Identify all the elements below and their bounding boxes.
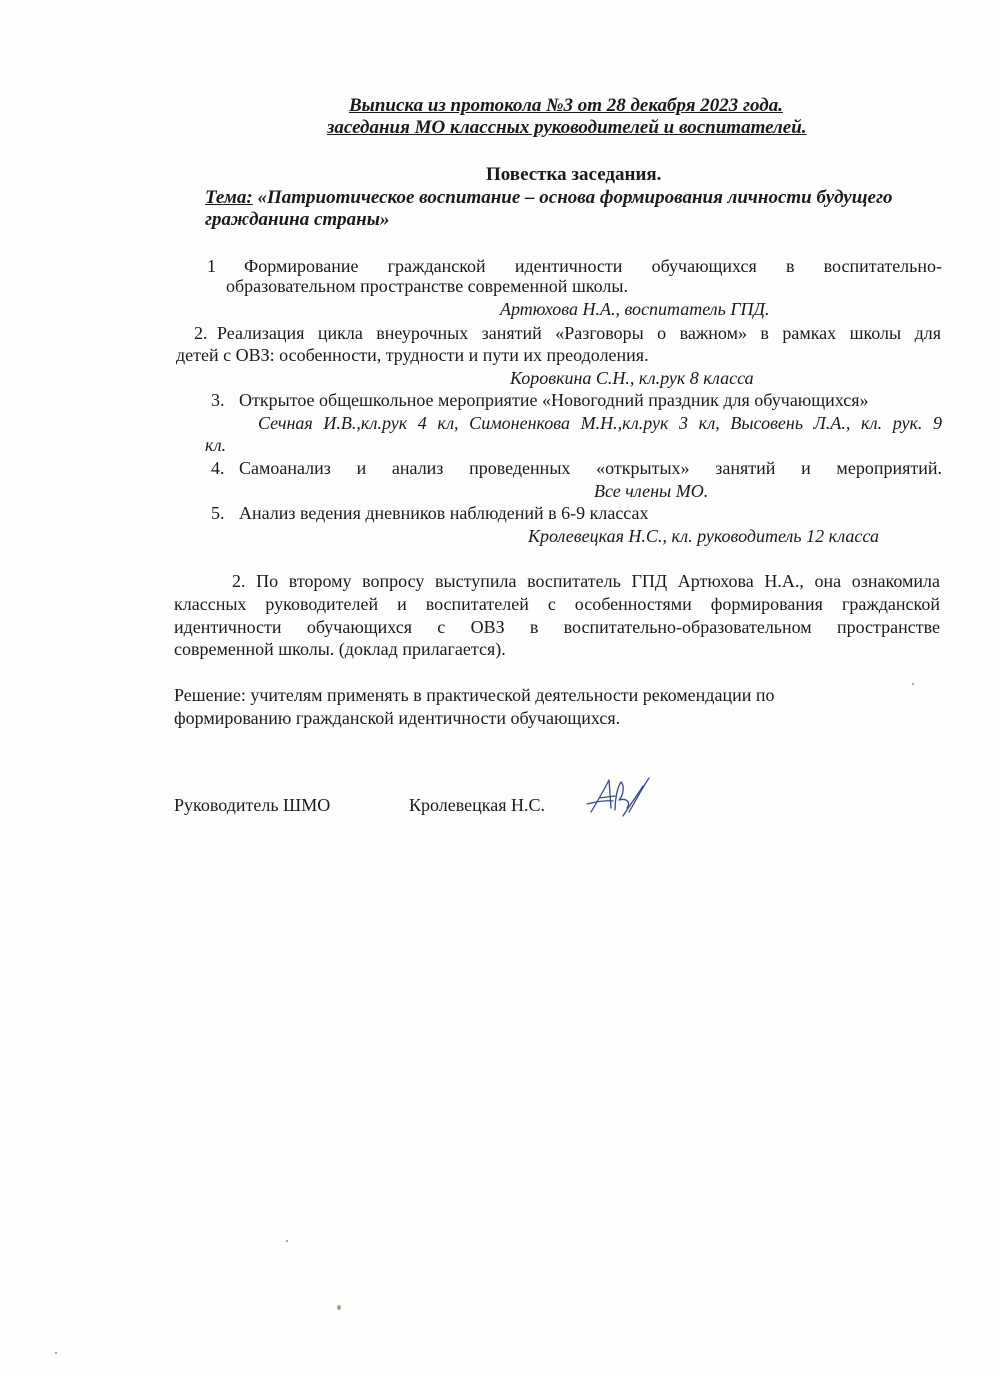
signature-name: Кролевецкая Н.С. xyxy=(409,795,546,815)
agenda-item-2-speaker: Коровкина С.Н., кл.рук 8 класса xyxy=(510,368,754,388)
agenda-item-5-line-1: Анализ ведения дневников наблюдений в 6-9 классах xyxy=(239,503,649,523)
agenda-item-4-speaker: Все члены МО. xyxy=(594,481,709,501)
handwritten-signature xyxy=(585,772,655,824)
agenda-theme-line-1 xyxy=(205,187,943,209)
agenda-item-3-line-1: Открытое общешкольное мероприятие «Новогодний праздник для обучающихся» xyxy=(239,390,869,410)
discussion-line-4: современной школы. (доклад прилагается). xyxy=(174,639,506,659)
agenda-item-3-num: 3. xyxy=(211,390,225,410)
discussion-line-3: идентичности обучающихся с ОВЗ в воспитательно-образовательном пространстве xyxy=(174,617,940,637)
scan-speck xyxy=(337,1305,341,1310)
agenda-item-3-speaker-line-2: кл. xyxy=(205,435,227,455)
agenda-item-1-line-2: образовательном пространстве современной школы. xyxy=(226,276,628,296)
agenda-item-1-num: 1 xyxy=(207,256,216,276)
agenda-item-5-num: 5. xyxy=(211,503,225,523)
agenda-item-5-speaker: Кролевецкая Н.С., кл. руководитель 12 класса xyxy=(528,526,879,546)
decision-line-1: Решение: учителям применять в практической деятельности рекомендации по xyxy=(174,685,775,705)
agenda-title: Повестка заседания. xyxy=(486,164,662,185)
agenda-item-2-num: 2. xyxy=(194,323,208,343)
scan-speck xyxy=(55,1352,57,1354)
agenda-item-1-speaker: Артюхова Н.А., воспитатель ГПД. xyxy=(500,299,770,319)
agenda-item-4-num: 4. xyxy=(211,458,225,478)
discussion-line-1: 2. По второму вопросу выступила воспитатель ГПД Артюхова Н.А., она ознакомила xyxy=(232,571,940,591)
theme-label: Тема: xyxy=(205,187,253,208)
scan-speck xyxy=(286,1240,288,1242)
agenda-item-2-line-1: Реализация цикла внеурочных занятий «Разговоры о важном» в рамках школы для xyxy=(217,323,941,343)
agenda-item-4-line-1: Самоанализ и анализ проведенных «открытых» занятий и мероприятий. xyxy=(239,458,942,478)
agenda-item-2-line-2: детей с ОВЗ: особенности, трудности и пути их преодоления. xyxy=(176,345,649,365)
decision-line-2: формированию гражданской идентичности обучающихся. xyxy=(174,708,621,728)
theme-text-1: «Патриотическое воспитание – основа формирования личности будущего xyxy=(257,187,893,208)
agenda-item-1-line-1: Формирование гражданской идентичности обучающихся в воспитательно- xyxy=(244,256,942,276)
agenda-item-3-speaker-line-1: Сечная И.В.,кл.рук 4 кл, Симоненкова М.Н.,кл.рук 3 кл, Высовень Л.А., кл. рук. 9 xyxy=(258,413,942,433)
header-line-1: Выписка из протокола №3 от 28 декабря 2023 года. xyxy=(349,95,783,116)
signature-role: Руководитель ШМО xyxy=(174,795,331,815)
discussion-line-2: классных руководителей и воспитателей с особенностями формирования гражданской xyxy=(174,594,940,614)
header-line-2: заседания МО классных руководителей и воспитателей. xyxy=(327,117,807,138)
scan-speck xyxy=(912,683,914,685)
agenda-theme-line-2: гражданина страны» xyxy=(205,209,390,230)
